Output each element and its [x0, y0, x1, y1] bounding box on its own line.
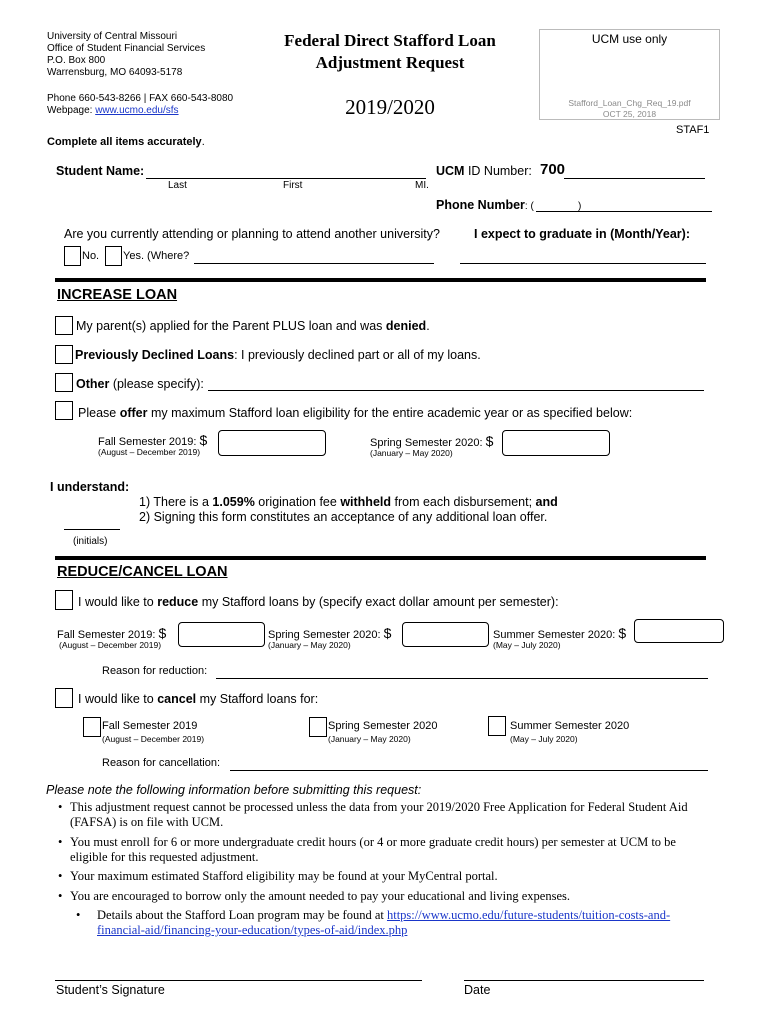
inc-fall-dollar: $ — [199, 432, 208, 448]
webpage-label: Webpage: — [47, 105, 96, 116]
reason-reduction-label: Reason for reduction: — [102, 665, 208, 677]
opt4-bold: offer — [119, 406, 148, 420]
r-opt1-rest: my Stafford loans by (specify exact dollar amount per semester): — [198, 595, 559, 609]
note-text: Your maximum estimated Stafford eligibility may be found at your MyCentral portal. — [70, 869, 498, 883]
red-spring-amount-input[interactable] — [402, 622, 489, 647]
reason-reduction-field[interactable] — [216, 677, 708, 679]
graduate-field[interactable] — [460, 262, 706, 264]
other-checkbox[interactable] — [55, 373, 73, 392]
l1d: withheld — [340, 495, 392, 509]
previously-declined-label — [75, 348, 481, 362]
inc-spring-label — [370, 433, 493, 449]
r-opt2-bold: cancel — [157, 692, 197, 706]
title-line2: Adjustment Request — [315, 53, 465, 72]
id-prefix: 700 — [540, 161, 566, 178]
cancel-summer-dates: (May – July 2020) — [510, 734, 578, 744]
r-opt2-rest: my Stafford loans for: — [196, 692, 319, 706]
org-line: Warrensburg, MO 64093-5178 — [47, 67, 183, 78]
form-code: STAF1 — [676, 124, 710, 136]
other-label — [76, 377, 204, 391]
form-title — [270, 30, 510, 74]
phone-label — [436, 198, 534, 212]
org-line: Office of Student Financial Services — [47, 43, 206, 54]
red-spring-dates: (January – May 2020) — [268, 640, 351, 650]
initials-field[interactable] — [64, 528, 120, 530]
cancel-spring-label: Spring Semester 2020 — [328, 720, 438, 732]
ucm-text: UCM — [436, 164, 465, 178]
instructions-text: Complete all items accurately — [47, 136, 202, 148]
opt4-pre: Please — [78, 406, 120, 420]
form-year: 2019/2020 — [345, 95, 435, 119]
bullet: • — [58, 800, 63, 814]
red-summer-amount-input[interactable] — [634, 619, 724, 643]
details-pre: Details about the Stafford Loan program may be found at — [97, 908, 387, 922]
date-line[interactable] — [464, 979, 704, 981]
inc-fall-label — [98, 432, 207, 448]
red-spring-label — [268, 625, 391, 641]
title-line1: Federal Direct Stafford Loan — [284, 31, 496, 50]
webpage — [47, 105, 179, 117]
l1c: origination fee — [254, 495, 341, 509]
no-label: No. — [82, 250, 100, 262]
note-text: You must enroll for 6 or more undergraduate credit hours (or 4 or more graduate credit hours) per semester at UCM to be eligible for this requested adjustment. — [70, 835, 676, 864]
red-spring-dollar: $ — [383, 625, 392, 641]
section-divider — [55, 278, 706, 282]
instructions — [47, 136, 205, 148]
phone-close: ) — [578, 201, 582, 212]
org-line: University of Central Missouri — [47, 31, 178, 42]
reduce-heading: REDUCE/CANCEL LOAN — [57, 564, 228, 580]
where-field[interactable] — [194, 262, 434, 264]
red-fall-dollar: $ — [158, 625, 167, 641]
details-link-part2[interactable]: financial-aid/financing-your-education/types-of-aid/index.php — [97, 923, 408, 937]
opt1-pre: My parent(s) applied for the Parent PLUS loan and was — [76, 319, 386, 333]
red-fall-amount-input[interactable] — [178, 622, 265, 647]
reduce-label — [78, 595, 559, 609]
plus-denied-label — [76, 319, 430, 333]
ucm-id-label — [436, 164, 532, 178]
reason-cancel-label: Reason for cancellation: — [102, 757, 221, 769]
r-opt1-pre: I would like to — [78, 595, 158, 609]
student-name-label: Student Name: — [56, 164, 145, 178]
r-opt2-pre: I would like to — [78, 692, 158, 706]
l1f: and — [535, 495, 558, 509]
red-fall-label — [57, 625, 166, 641]
cancel-summer-label: Summer Semester 2020 — [510, 720, 630, 732]
phone-text: Phone Number — [436, 198, 525, 212]
understand-label: I understand: — [50, 480, 130, 494]
opt1-bold: denied — [385, 319, 427, 333]
org-address — [47, 31, 205, 79]
reason-cancel-field[interactable] — [230, 769, 708, 771]
plus-denied-checkbox[interactable] — [55, 316, 73, 335]
last-label: Last — [168, 180, 187, 191]
bullet: • — [58, 869, 63, 883]
cancel-spring-dates: (January – May 2020) — [328, 734, 411, 744]
inc-fall-text: Fall Semester 2019: — [98, 436, 200, 448]
inc-fall-amount-input[interactable] — [218, 430, 326, 456]
reduce-checkbox[interactable] — [55, 590, 73, 610]
phone-field[interactable] — [536, 210, 712, 212]
cancel-summer-checkbox[interactable] — [488, 716, 506, 736]
offer-max-label — [78, 406, 632, 420]
file-date: OCT 25, 2018 — [602, 109, 657, 119]
bullet: • — [76, 908, 81, 922]
ucm-id-field[interactable] — [564, 177, 705, 179]
yes-checkbox[interactable] — [105, 246, 122, 266]
cancel-checkbox[interactable] — [55, 688, 73, 708]
bullet: • — [58, 835, 63, 849]
red-summer-dollar: $ — [618, 625, 627, 641]
red-spring-text: Spring Semester 2020: — [268, 629, 384, 641]
opt2-rest: : I previously declined part or all of my loans. — [234, 348, 481, 362]
l1e: from each disbursement; — [391, 495, 536, 509]
mi-label: MI. — [415, 180, 429, 191]
signature-label: Student’s Signature — [56, 983, 165, 997]
l1b: 1.059% — [212, 495, 255, 509]
inc-spring-dollar: $ — [485, 433, 494, 449]
red-summer-text: Summer Semester 2020: — [493, 629, 619, 641]
red-summer-dates: (May – July 2020) — [493, 640, 561, 650]
details-note — [97, 908, 707, 938]
notes-heading: Please note the following information before submitting this request: — [46, 783, 422, 797]
attending-question: Are you currently attending or planning to attend another university? — [64, 227, 440, 241]
inc-spring-dates: (January – May 2020) — [370, 448, 453, 458]
opt3-rest: (please specify): — [109, 377, 204, 391]
no-checkbox[interactable] — [64, 246, 81, 266]
section-divider — [55, 556, 706, 560]
phone-fax: Phone 660-543-8266 | FAX 660-543-8080 — [47, 93, 234, 104]
red-fall-dates: (August – December 2019) — [59, 640, 162, 650]
note-text: This adjustment request cannot be processed unless the data from your 2019/2020 Free Application for Federal Student Aid (FAFSA) is on file with UCM. — [70, 800, 688, 829]
phone-suffix: : ( — [524, 201, 534, 212]
bullet: • — [58, 889, 63, 903]
inc-spring-amount-input[interactable] — [502, 430, 610, 456]
file-name: Stafford_Loan_Chg_Req_19.pdf — [568, 98, 691, 108]
first-label: First — [283, 180, 303, 191]
org-line: P.O. Box 800 — [47, 55, 106, 66]
understand-line1 — [139, 495, 558, 509]
id-text: ID Number: — [464, 164, 532, 178]
note-text: You are encouraged to borrow only the amount needed to pay your educational and living expenses. — [70, 889, 570, 903]
initials-label: (initials) — [73, 536, 108, 547]
details-link-part1[interactable]: https://www.ucmo.edu/future-students/tuition-costs-and- — [386, 908, 671, 922]
opt4-rest: my maximum Stafford loan eligibility for the entire academic year or as specified below: — [147, 406, 633, 420]
cancel-spring-checkbox[interactable] — [309, 717, 327, 737]
webpage-link[interactable]: www.ucmo.edu/sfs — [95, 105, 179, 116]
increase-heading: INCREASE LOAN — [57, 287, 178, 303]
cancel-fall-checkbox[interactable] — [83, 717, 101, 737]
cancel-fall-label: Fall Semester 2019 — [102, 720, 198, 732]
understand-line2: 2) Signing this form constitutes an acceptance of any additional loan offer. — [139, 510, 548, 524]
other-field[interactable] — [208, 389, 704, 391]
ucm-use-only-label: UCM use only — [591, 32, 668, 46]
red-fall-text: Fall Semester 2019: — [57, 629, 159, 641]
opt2-bold: Previously Declined Loans — [75, 348, 235, 362]
date-label: Date — [464, 983, 491, 997]
cancel-fall-dates: (August – December 2019) — [102, 734, 205, 744]
ucm-use-only-box — [539, 29, 720, 120]
graduate-label: I expect to graduate in (Month/Year): — [474, 227, 690, 241]
previously-declined-checkbox[interactable] — [55, 345, 73, 364]
opt1-end: . — [426, 319, 430, 333]
l1a: 1) There is a — [139, 495, 213, 509]
opt3-bold: Other — [76, 377, 110, 391]
offer-max-checkbox[interactable] — [55, 401, 73, 420]
r-opt1-bold: reduce — [157, 595, 199, 609]
cancel-label — [78, 692, 318, 706]
yes-label: Yes. (Where? — [123, 250, 190, 262]
inc-fall-dates: (August – December 2019) — [98, 447, 201, 457]
instructions-end: . — [201, 136, 205, 148]
red-summer-label — [493, 625, 626, 641]
inc-spring-text: Spring Semester 2020: — [370, 437, 486, 449]
student-name-field[interactable] — [146, 177, 426, 179]
signature-line[interactable] — [55, 979, 422, 981]
